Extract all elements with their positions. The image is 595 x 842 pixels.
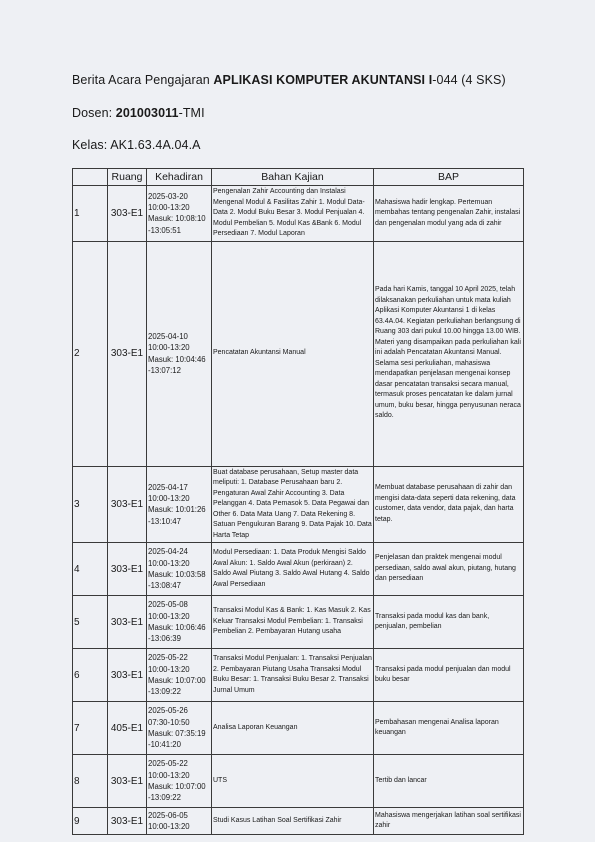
lecturer-line xyxy=(72,106,205,120)
attendance-cell xyxy=(147,543,212,596)
table-row xyxy=(73,596,524,649)
table-row xyxy=(73,649,524,702)
attendance-cell xyxy=(147,702,212,755)
topic-cell: Transaksi Modul Kas & Bank: 1. Kas Masuk 2. Kas Keluar Transaksi Modul Pembelian: 1. Transaksi Pembelian 2. Pembayaran Hutang usaha xyxy=(212,596,374,649)
title-prefix: Berita Acara Pengajaran xyxy=(72,73,214,87)
row-number: 7 xyxy=(73,702,108,755)
room-cell: 303-E1 xyxy=(108,466,147,543)
check-in-time: Masuk: 10:07:00 xyxy=(148,676,206,685)
session-date: 2025-04-17 xyxy=(148,482,188,492)
col-header-bap: BAP xyxy=(374,169,524,186)
table-row xyxy=(73,241,524,466)
session-date: 2025-04-24 xyxy=(148,547,188,557)
row-number: 5 xyxy=(73,596,108,649)
table-row xyxy=(73,466,524,543)
col-header-no xyxy=(73,169,108,186)
check-in-time: Masuk: 10:03:58 xyxy=(148,570,206,579)
attendance-cell xyxy=(147,596,212,649)
session-time: 10:00-13:20 xyxy=(148,343,190,353)
bap-cell: Transaksi pada modul penjualan dan modul buku besar xyxy=(374,649,524,702)
session-date: 2025-05-22 xyxy=(148,653,188,663)
teaching-log-table xyxy=(72,168,524,835)
class-line: Kelas: AK1.63.4A.04.A xyxy=(72,138,201,152)
session-date: 2025-05-08 xyxy=(148,600,188,610)
row-number: 3 xyxy=(73,466,108,543)
room-cell: 303-E1 xyxy=(108,649,147,702)
attendance-cell xyxy=(147,241,212,466)
check-in-time: Masuk: 10:06:46 xyxy=(148,623,206,632)
check-out-time: -13:05:51 xyxy=(148,225,181,235)
session-time: 10:00-13:20 xyxy=(148,770,190,780)
course-name: APLIKASI KOMPUTER AKUNTANSI I xyxy=(213,73,433,87)
col-header-attendance: Kehadiran xyxy=(147,169,212,186)
check-in-time: Masuk: 10:01:26 xyxy=(148,505,206,515)
topic-cell: Analisa Laporan Keuangan xyxy=(212,702,374,755)
room-cell: 303-E1 xyxy=(108,543,147,596)
table-row xyxy=(73,702,524,755)
check-in-time: Masuk: 10:07:00 xyxy=(148,782,206,791)
col-header-room: Ruang xyxy=(108,169,147,186)
attendance-cell xyxy=(147,466,212,543)
topic-cell: Buat database perusahaan, Setup master data meliputi: 1. Database Perusahaan baru 2. Pengaturan Awal Zahir Accounting 3. Data Pelanggan 4. Data Pemasok 5. Data Pegawai dan Other 6. Data Mata Uang 7. Data Rekening 8. Satuan Pengukuran Barang 9. Data Pajak 10. Data Harta Tetap xyxy=(212,466,374,543)
session-time: 10:00-13:20 xyxy=(148,611,190,621)
session-date: 2025-06-05 xyxy=(148,810,188,820)
table-row xyxy=(73,755,524,808)
bap-cell: Tertib dan lancar xyxy=(374,755,524,808)
session-time: 10:00-13:20 xyxy=(148,822,190,831)
attendance-cell xyxy=(147,755,212,808)
session-time: 10:00-13:20 xyxy=(148,202,190,212)
topic-cell: Pencatatan Akuntansi Manual xyxy=(212,241,374,466)
row-number: 8 xyxy=(73,755,108,808)
row-number: 6 xyxy=(73,649,108,702)
session-time: 10:00-13:20 xyxy=(148,558,190,568)
room-cell: 303-E1 xyxy=(108,808,147,835)
topic-cell: Studi Kasus Latihan Soal Sertifikasi Zahir xyxy=(212,808,374,835)
room-cell: 303-E1 xyxy=(108,755,147,808)
topic-cell: UTS xyxy=(212,755,374,808)
bap-cell: Pembahasan mengenai Analisa laporan keuangan xyxy=(374,702,524,755)
topic-cell: Pengenalan Zahir Accounting dan Instalasi Mengenal Modul & Fasilitas Zahir 1. Modul Data-Data 2. Modul Buku Besar 3. Modul Penjualan 4. Modul Pembelian 5. Modul Kas &Bank 6. Modul Persediaan 7. Modul Laporan xyxy=(212,186,374,242)
lecturer-id: 201003011 xyxy=(115,106,179,120)
attendance-cell xyxy=(147,186,212,242)
lecturer-suffix: -TMI xyxy=(178,106,205,120)
topic-cell: Modul Persediaan: 1. Data Produk Mengisi Saldo Awal Akun: 1. Saldo Awal Akun (perkiraan) 2. Saldo Awal Piutang 3. Saldo Awal Hutang 4. Saldo Awal Persediaan xyxy=(212,543,374,596)
session-date: 2025-05-22 xyxy=(148,759,188,769)
check-out-time: -13:08:47 xyxy=(148,581,181,591)
check-in-time: Masuk: 07:35:19 xyxy=(148,729,206,738)
table-header-row xyxy=(73,169,524,186)
attendance-cell xyxy=(147,808,212,835)
bap-cell: Transaksi pada modul kas dan bank, penjualan, pembelian xyxy=(374,596,524,649)
room-cell: 303-E1 xyxy=(108,186,147,242)
room-cell: 405-E1 xyxy=(108,702,147,755)
session-date: 2025-04-10 xyxy=(148,331,188,341)
table-row xyxy=(73,186,524,242)
check-out-time: -13:06:39 xyxy=(148,634,181,644)
check-out-time: -10:41:20 xyxy=(148,740,181,750)
bap-cell: Pada hari Kamis, tanggal 10 April 2025, telah dilaksanakan perkuliahan untuk mata kuliah Aplikasi Komputer Akuntansi 1 di kelas 63.4A.04. Kegiatan perkuliahan berlangsung di Ruang 303 dari pukul 10.00 hingga 13.00 WIB. Materi yang disampaikan pada perkuliahan kali ini adalah Pencatatan Akuntansi Manual. Selama sesi perkuliahan, mahasiswa mendapatkan penjelasan mengenai konsep dasar pencatatan transaksi secara manual, termasuk proses pencatatan ke dalam jurnal umum, buku besar, hingga penyusunan neraca saldo. xyxy=(374,241,524,466)
session-time: 10:00-13:20 xyxy=(148,493,190,503)
session-date: 2025-05-26 xyxy=(148,706,188,716)
check-out-time: -13:07:12 xyxy=(148,365,181,375)
bap-cell: Mahasiswa mengerjakan latihan soal sertifikasi zahir xyxy=(374,808,524,835)
course-suffix: -044 (4 SKS) xyxy=(432,73,506,87)
attendance-cell xyxy=(147,649,212,702)
session-time: 10:00-13:20 xyxy=(148,664,190,674)
table-row xyxy=(73,808,524,835)
check-out-time: -13:09:22 xyxy=(148,687,181,697)
room-cell: 303-E1 xyxy=(108,596,147,649)
row-number: 1 xyxy=(73,186,108,242)
session-date: 2025-03-20 xyxy=(148,191,188,201)
table-row xyxy=(73,543,524,596)
row-number: 9 xyxy=(73,808,108,835)
bap-cell: Membuat database perusahaan di zahir dan mengisi data-data seperti data rekening, data customer, data vendor, data pajak, dan harta tetap. xyxy=(374,466,524,543)
check-out-time: -13:09:22 xyxy=(148,793,181,803)
check-in-time: Masuk: 10:08:10 xyxy=(148,214,206,224)
row-number: 4 xyxy=(73,543,108,596)
bap-cell: Penjelasan dan praktek mengenai modul persediaan, saldo awal akun, piutang, hutang dan persediaan xyxy=(374,543,524,596)
row-number: 2 xyxy=(73,241,108,466)
check-out-time: -13:10:47 xyxy=(148,516,181,526)
document-title xyxy=(72,73,506,87)
session-time: 07:30-10:50 xyxy=(148,717,190,727)
col-header-topic: Bahan Kajian xyxy=(212,169,374,186)
room-cell: 303-E1 xyxy=(108,241,147,466)
lecturer-label: Dosen: xyxy=(72,106,116,120)
bap-cell: Mahasiswa hadir lengkap. Pertemuan membahas tentang pengenalan Zahir, instalasi dan pengenalan modul yang ada di zahir xyxy=(374,186,524,242)
check-in-time: Masuk: 10:04:46 xyxy=(148,354,206,364)
topic-cell: Transaksi Modul Penjualan: 1. Transaksi Penjualan 2. Pembayaran Piutang Usaha Transaksi Modul Buku Besar: 1. Transaksi Buku Besar 2. Transaksi Jurnal Umum xyxy=(212,649,374,702)
